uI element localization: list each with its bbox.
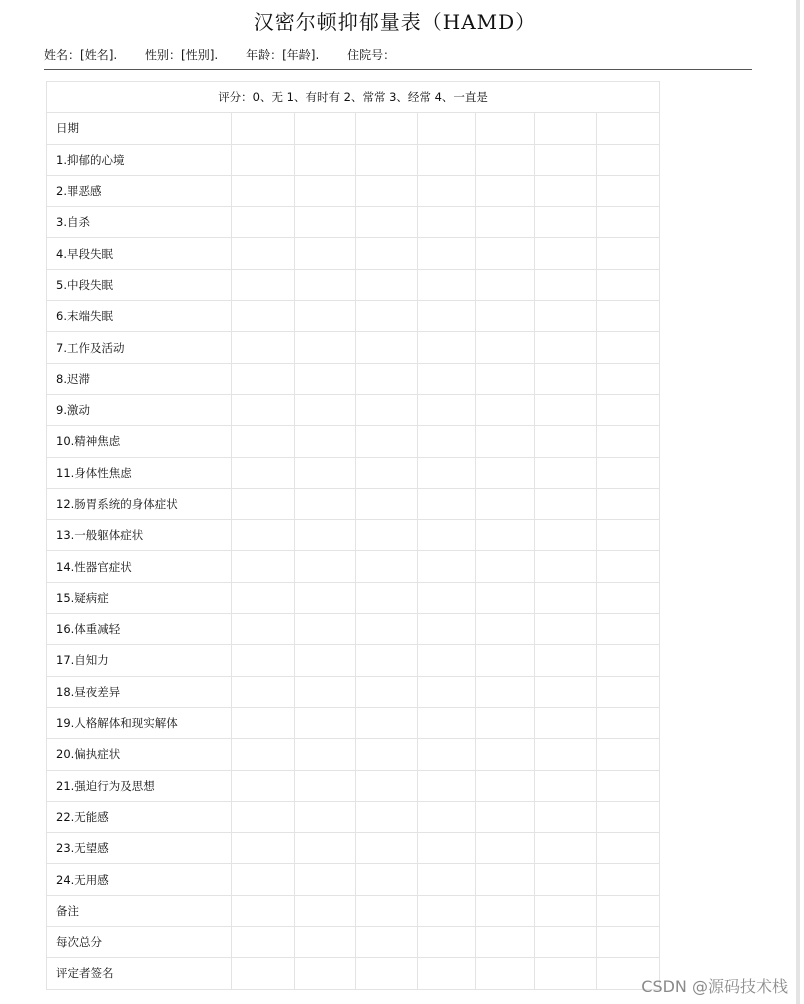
score-cell[interactable] xyxy=(356,958,418,989)
watermark: CSDN @源码技术栈 xyxy=(641,977,788,996)
table-row xyxy=(47,269,660,300)
score-cell[interactable] xyxy=(356,676,418,707)
score-cell[interactable] xyxy=(535,363,597,394)
score-cell[interactable] xyxy=(295,582,356,613)
score-cell[interactable] xyxy=(476,958,535,989)
score-cell[interactable] xyxy=(418,676,476,707)
score-cell[interactable] xyxy=(356,426,418,457)
score-cell[interactable] xyxy=(295,332,356,363)
table-row xyxy=(47,301,660,332)
score-cell[interactable] xyxy=(535,426,597,457)
score-cell[interactable] xyxy=(476,927,535,958)
score-cell[interactable] xyxy=(356,394,418,425)
score-cell[interactable] xyxy=(356,739,418,770)
score-cell[interactable] xyxy=(356,488,418,519)
score-cell[interactable] xyxy=(295,895,356,926)
name-field xyxy=(44,46,117,63)
score-cell[interactable] xyxy=(418,175,476,206)
score-cell[interactable] xyxy=(535,488,597,519)
score-cell[interactable] xyxy=(418,238,476,269)
score-cell[interactable] xyxy=(418,770,476,801)
score-cell[interactable] xyxy=(597,582,660,613)
score-cell[interactable] xyxy=(535,520,597,551)
table-row xyxy=(47,238,660,269)
score-cell[interactable] xyxy=(535,551,597,582)
score-cell[interactable] xyxy=(476,144,535,175)
row-label: 22.无能感 xyxy=(47,801,232,832)
score-cell[interactable] xyxy=(597,426,660,457)
table-row xyxy=(47,645,660,676)
score-cell[interactable] xyxy=(535,864,597,895)
score-cell[interactable] xyxy=(232,269,295,300)
score-cell[interactable] xyxy=(476,707,535,738)
header-divider xyxy=(44,69,752,70)
score-cell[interactable] xyxy=(356,582,418,613)
score-cell[interactable] xyxy=(418,864,476,895)
row-label: 日期 xyxy=(47,113,232,144)
score-cell[interactable] xyxy=(295,645,356,676)
score-cell[interactable] xyxy=(597,113,660,144)
score-cell[interactable] xyxy=(295,238,356,269)
name-value: [姓名]. xyxy=(80,48,118,62)
score-cell[interactable] xyxy=(295,113,356,144)
score-cell[interactable] xyxy=(232,927,295,958)
age-field xyxy=(246,46,319,63)
table-row xyxy=(47,582,660,613)
row-label: 12.肠胃系统的身体症状 xyxy=(47,488,232,519)
score-cell[interactable] xyxy=(356,520,418,551)
score-cell[interactable] xyxy=(597,770,660,801)
score-cell[interactable] xyxy=(232,426,295,457)
score-cell[interactable] xyxy=(476,770,535,801)
score-cell[interactable] xyxy=(232,144,295,175)
score-cell[interactable] xyxy=(597,707,660,738)
score-cell[interactable] xyxy=(232,739,295,770)
score-cell[interactable] xyxy=(295,551,356,582)
score-cell[interactable] xyxy=(418,551,476,582)
score-cell[interactable] xyxy=(295,676,356,707)
score-cell[interactable] xyxy=(597,520,660,551)
score-cell[interactable] xyxy=(476,113,535,144)
score-cell[interactable] xyxy=(597,269,660,300)
row-label: 11.身体性焦虑 xyxy=(47,457,232,488)
score-cell[interactable] xyxy=(356,144,418,175)
score-cell[interactable] xyxy=(232,488,295,519)
score-cell[interactable] xyxy=(356,833,418,864)
score-cell[interactable] xyxy=(597,895,660,926)
score-cell[interactable] xyxy=(597,175,660,206)
row-label: 17.自知力 xyxy=(47,645,232,676)
score-cell[interactable] xyxy=(597,488,660,519)
row-label: 9.激动 xyxy=(47,394,232,425)
score-cell[interactable] xyxy=(418,363,476,394)
table-row xyxy=(47,457,660,488)
score-cell[interactable] xyxy=(418,332,476,363)
score-cell[interactable] xyxy=(295,457,356,488)
score-cell[interactable] xyxy=(418,895,476,926)
score-cell[interactable] xyxy=(295,864,356,895)
scale-table-container xyxy=(46,81,659,990)
score-cell[interactable] xyxy=(597,144,660,175)
score-cell[interactable] xyxy=(295,175,356,206)
score-cell[interactable] xyxy=(232,864,295,895)
score-cell[interactable] xyxy=(535,394,597,425)
score-cell[interactable] xyxy=(476,426,535,457)
table-row xyxy=(47,551,660,582)
score-cell[interactable] xyxy=(356,864,418,895)
score-cell[interactable] xyxy=(295,144,356,175)
score-cell[interactable] xyxy=(356,113,418,144)
score-cell[interactable] xyxy=(295,426,356,457)
score-cell[interactable] xyxy=(535,144,597,175)
score-cell[interactable] xyxy=(418,144,476,175)
score-cell[interactable] xyxy=(232,363,295,394)
score-cell[interactable] xyxy=(418,707,476,738)
score-cell[interactable] xyxy=(356,238,418,269)
score-cell[interactable] xyxy=(232,238,295,269)
table-row xyxy=(47,958,660,989)
score-cell[interactable] xyxy=(476,301,535,332)
score-cell[interactable] xyxy=(232,707,295,738)
score-cell[interactable] xyxy=(232,520,295,551)
row-label: 14.性器官症状 xyxy=(47,551,232,582)
score-cell[interactable] xyxy=(232,833,295,864)
score-cell[interactable] xyxy=(232,332,295,363)
score-cell[interactable] xyxy=(535,582,597,613)
score-cell[interactable] xyxy=(597,301,660,332)
name-label: 姓名： xyxy=(44,48,81,62)
score-cell[interactable] xyxy=(356,645,418,676)
score-cell[interactable] xyxy=(535,895,597,926)
score-cell[interactable] xyxy=(295,269,356,300)
table-row xyxy=(47,332,660,363)
row-label: 13.一般躯体症状 xyxy=(47,520,232,551)
score-cell[interactable] xyxy=(356,551,418,582)
score-cell[interactable] xyxy=(418,614,476,645)
score-cell[interactable] xyxy=(476,175,535,206)
table-row xyxy=(47,895,660,926)
score-cell[interactable] xyxy=(418,488,476,519)
score-cell[interactable] xyxy=(356,175,418,206)
score-cell[interactable] xyxy=(476,457,535,488)
score-cell[interactable] xyxy=(356,770,418,801)
table-row xyxy=(47,488,660,519)
score-cell[interactable] xyxy=(418,457,476,488)
score-cell[interactable] xyxy=(597,739,660,770)
row-label: 7.工作及活动 xyxy=(47,332,232,363)
score-cell[interactable] xyxy=(535,958,597,989)
score-cell[interactable] xyxy=(476,207,535,238)
score-cell[interactable] xyxy=(476,332,535,363)
hamd-scale-table xyxy=(46,81,660,990)
score-cell[interactable] xyxy=(295,301,356,332)
score-cell[interactable] xyxy=(295,488,356,519)
score-cell[interactable] xyxy=(418,301,476,332)
score-cell[interactable] xyxy=(356,332,418,363)
score-cell[interactable] xyxy=(476,238,535,269)
row-label: 20.偏执症状 xyxy=(47,739,232,770)
score-cell[interactable] xyxy=(295,707,356,738)
score-cell[interactable] xyxy=(476,833,535,864)
score-cell[interactable] xyxy=(597,457,660,488)
score-cell[interactable] xyxy=(597,238,660,269)
score-cell[interactable] xyxy=(232,394,295,425)
table-row xyxy=(47,739,660,770)
score-cell[interactable] xyxy=(476,895,535,926)
score-cell[interactable] xyxy=(295,394,356,425)
row-label: 备注 xyxy=(47,895,232,926)
score-cell[interactable] xyxy=(535,301,597,332)
score-cell[interactable] xyxy=(476,488,535,519)
score-cell[interactable] xyxy=(597,927,660,958)
score-cell[interactable] xyxy=(535,113,597,144)
score-cell[interactable] xyxy=(232,207,295,238)
row-label: 21.强迫行为及思想 xyxy=(47,770,232,801)
row-label: 8.迟滞 xyxy=(47,363,232,394)
score-cell[interactable] xyxy=(295,801,356,832)
table-row xyxy=(47,614,660,645)
table-row xyxy=(47,394,660,425)
score-cell[interactable] xyxy=(535,676,597,707)
score-cell[interactable] xyxy=(356,457,418,488)
score-cell[interactable] xyxy=(295,739,356,770)
age-value: [年龄]. xyxy=(282,48,320,62)
score-cell[interactable] xyxy=(597,207,660,238)
score-cell[interactable] xyxy=(232,301,295,332)
score-cell[interactable] xyxy=(295,927,356,958)
table-row xyxy=(47,175,660,206)
score-cell[interactable] xyxy=(535,739,597,770)
score-cell[interactable] xyxy=(597,332,660,363)
table-row xyxy=(47,864,660,895)
score-cell[interactable] xyxy=(356,207,418,238)
score-cell[interactable] xyxy=(535,614,597,645)
score-cell[interactable] xyxy=(476,739,535,770)
score-cell[interactable] xyxy=(232,582,295,613)
score-cell[interactable] xyxy=(232,175,295,206)
score-cell[interactable] xyxy=(535,332,597,363)
row-label: 6.末端失眠 xyxy=(47,301,232,332)
score-cell[interactable] xyxy=(418,394,476,425)
table-row xyxy=(47,113,660,144)
score-cell[interactable] xyxy=(418,113,476,144)
table-row xyxy=(47,927,660,958)
score-cell[interactable] xyxy=(295,614,356,645)
table-row xyxy=(47,801,660,832)
score-cell[interactable] xyxy=(476,645,535,676)
table-row xyxy=(47,363,660,394)
score-cell[interactable] xyxy=(295,958,356,989)
table-row xyxy=(47,520,660,551)
score-cell[interactable] xyxy=(476,614,535,645)
gender-field xyxy=(145,46,218,63)
score-cell[interactable] xyxy=(295,770,356,801)
score-cell[interactable] xyxy=(232,614,295,645)
score-cell[interactable] xyxy=(295,207,356,238)
row-label: 23.无望感 xyxy=(47,833,232,864)
score-cell[interactable] xyxy=(535,207,597,238)
score-cell[interactable] xyxy=(597,645,660,676)
score-cell[interactable] xyxy=(356,927,418,958)
score-cell[interactable] xyxy=(356,363,418,394)
row-label: 2.罪恶感 xyxy=(47,175,232,206)
score-cell[interactable] xyxy=(476,394,535,425)
score-cell[interactable] xyxy=(232,645,295,676)
score-cell[interactable] xyxy=(418,739,476,770)
table-row xyxy=(47,770,660,801)
row-label: 10.精神焦虑 xyxy=(47,426,232,457)
score-cell[interactable] xyxy=(476,582,535,613)
table-row xyxy=(47,426,660,457)
page-edge xyxy=(796,0,800,1004)
score-cell[interactable] xyxy=(597,801,660,832)
score-cell[interactable] xyxy=(597,614,660,645)
score-cell[interactable] xyxy=(597,394,660,425)
table-row xyxy=(47,676,660,707)
age-label: 年龄： xyxy=(246,48,283,62)
score-cell[interactable] xyxy=(418,833,476,864)
score-cell[interactable] xyxy=(535,645,597,676)
row-label: 5.中段失眠 xyxy=(47,269,232,300)
score-cell[interactable] xyxy=(295,363,356,394)
score-cell[interactable] xyxy=(356,614,418,645)
gender-value: [性别]. xyxy=(181,48,219,62)
row-label: 3.自杀 xyxy=(47,207,232,238)
table-row xyxy=(47,707,660,738)
gender-label: 性别： xyxy=(145,48,182,62)
score-cell[interactable] xyxy=(232,895,295,926)
score-cell[interactable] xyxy=(295,833,356,864)
score-cell[interactable] xyxy=(597,363,660,394)
score-cell[interactable] xyxy=(356,269,418,300)
score-cell[interactable] xyxy=(418,958,476,989)
score-cell[interactable] xyxy=(597,864,660,895)
admission-number-label: 住院号： xyxy=(347,48,396,62)
score-cell[interactable] xyxy=(232,113,295,144)
scoring-legend-row xyxy=(47,82,660,113)
admission-number-field xyxy=(347,46,395,63)
table-row xyxy=(47,207,660,238)
score-cell[interactable] xyxy=(535,238,597,269)
score-cell[interactable] xyxy=(418,582,476,613)
score-cell[interactable] xyxy=(232,457,295,488)
score-cell[interactable] xyxy=(597,676,660,707)
score-cell[interactable] xyxy=(418,520,476,551)
score-cell[interactable] xyxy=(597,833,660,864)
row-label: 24.无用感 xyxy=(47,864,232,895)
score-cell[interactable] xyxy=(232,676,295,707)
row-label: 每次总分 xyxy=(47,927,232,958)
table-row xyxy=(47,833,660,864)
score-cell[interactable] xyxy=(356,895,418,926)
page-title: 汉密尔顿抑郁量表（HAMD） xyxy=(253,10,537,34)
score-cell[interactable] xyxy=(476,269,535,300)
score-cell[interactable] xyxy=(418,927,476,958)
row-label: 18.昼夜差异 xyxy=(47,676,232,707)
row-label: 4.早段失眠 xyxy=(47,238,232,269)
row-label: 19.人格解体和现实解体 xyxy=(47,707,232,738)
score-cell[interactable] xyxy=(418,207,476,238)
score-cell[interactable] xyxy=(476,801,535,832)
patient-info-line xyxy=(44,46,419,63)
score-cell[interactable] xyxy=(535,833,597,864)
score-cell[interactable] xyxy=(418,426,476,457)
score-cell[interactable] xyxy=(476,520,535,551)
score-cell[interactable] xyxy=(535,801,597,832)
score-cell[interactable] xyxy=(535,770,597,801)
score-cell[interactable] xyxy=(476,551,535,582)
score-cell[interactable] xyxy=(418,801,476,832)
score-cell[interactable] xyxy=(232,551,295,582)
score-cell[interactable] xyxy=(535,457,597,488)
row-label: 15.疑病症 xyxy=(47,582,232,613)
score-cell[interactable] xyxy=(476,363,535,394)
score-cell[interactable] xyxy=(535,927,597,958)
score-cell[interactable] xyxy=(356,707,418,738)
score-cell[interactable] xyxy=(476,676,535,707)
score-cell[interactable] xyxy=(295,520,356,551)
table-row xyxy=(47,144,660,175)
row-label: 16.体重减轻 xyxy=(47,614,232,645)
row-label: 1.抑郁的心境 xyxy=(47,144,232,175)
score-cell[interactable] xyxy=(535,269,597,300)
score-cell[interactable] xyxy=(418,645,476,676)
score-cell[interactable] xyxy=(597,551,660,582)
score-cell[interactable] xyxy=(232,770,295,801)
score-cell[interactable] xyxy=(418,269,476,300)
score-cell[interactable] xyxy=(356,801,418,832)
score-cell[interactable] xyxy=(232,801,295,832)
score-cell[interactable] xyxy=(476,864,535,895)
score-cell[interactable] xyxy=(535,175,597,206)
score-cell[interactable] xyxy=(356,301,418,332)
score-cell[interactable] xyxy=(535,707,597,738)
row-label: 评定者签名 xyxy=(47,958,232,989)
scoring-legend: 评分：0、无 1、有时有 2、常常 3、经常 4、一直是 xyxy=(47,82,660,113)
score-cell[interactable] xyxy=(232,958,295,989)
